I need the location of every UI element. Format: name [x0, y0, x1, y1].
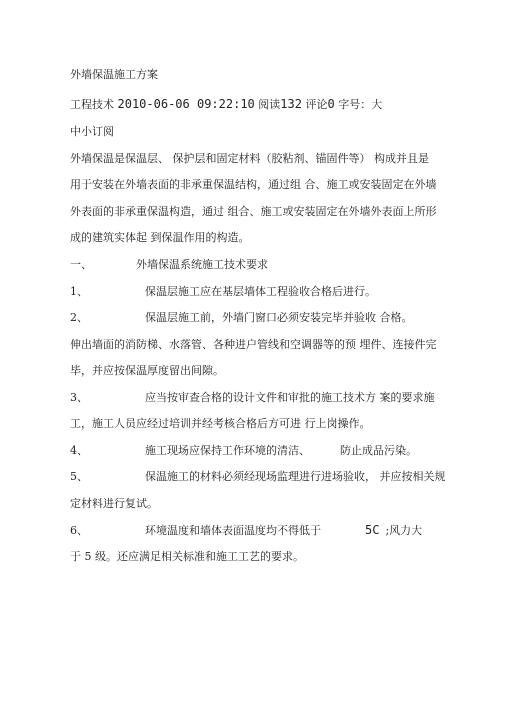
page-title: 外墙保温施工方案 — [70, 68, 158, 81]
item-number: 3、 — [70, 391, 88, 404]
intro-line-2: 用于安装在外墙表面的非承重保温结构，通过组 合、施工或安装固定在外墙 — [70, 178, 437, 191]
meta-reads: 132 — [280, 97, 302, 111]
item-temperature: 5C — [365, 523, 380, 537]
section-heading — [70, 258, 268, 272]
item-text-b: 防止成品污染。 — [340, 444, 417, 457]
item-text: 保温层施工前，外墙门窗口必须安装完毕并验收 合格。 — [145, 311, 413, 324]
list-item-3-cont: 工，施工人员应经过培训并经考核合格后方可进 行上岗操作。 — [70, 417, 371, 430]
item-text-a: 环境温度和墙体表面温度均不得低于 — [145, 524, 321, 537]
item-number: 1、 — [70, 285, 88, 298]
item-text: 保温施工的材料必须经现场监理进行进场验收， 并应按相关规 — [145, 470, 446, 483]
meta-datetime: 2010-06-06 09:22:10 — [117, 97, 255, 111]
item-text: 保温层施工应在基层墙体工程验收合格后进行。 — [145, 285, 376, 298]
item-text-b: ;风力大 — [385, 524, 423, 537]
meta-reads-label: 阅读 — [258, 98, 281, 111]
list-item-5-cont: 定材料进行复试。 — [70, 497, 158, 510]
item-text-a: 施工现场应保持工作环境的清洁、 — [145, 444, 310, 457]
list-item-5 — [70, 470, 446, 484]
meta-comments-label: 评论 — [305, 98, 328, 111]
intro-line-4: 成的建筑实体起 到保温作用的构造。 — [70, 231, 250, 244]
section-title: 外墙保温系统施工技术要求 — [136, 258, 268, 271]
item-number: 5、 — [70, 470, 88, 483]
intro-line-3: 外表面的非承重保温构造，通过 组合、施工或安装固定在外墙外表面上所形 — [70, 205, 437, 218]
meta-comments: 0 — [327, 97, 335, 111]
item-number: 6、 — [70, 524, 88, 537]
para2-line-1: 伸出墙面的消防梯、水落管、各种进户管线和空调器等的预 埋件、连接件完 — [70, 338, 437, 351]
list-item-6 — [70, 523, 422, 538]
item-text: 应当按审查合格的设计文件和审批的施工技术方 案的要求施 — [145, 391, 435, 404]
intro-line-1: 外墙保温是保温层、 保护层和固定材料（胶粘剂、锚固件等） 构成并且是 — [70, 152, 429, 165]
list-item-3 — [70, 391, 435, 405]
list-item-4 — [70, 444, 417, 458]
meta-category: 工程技术 — [70, 98, 114, 111]
item-number: 2、 — [70, 311, 88, 324]
para2-line-2: 毕，并应按保温厚度留出间隙。 — [70, 364, 224, 377]
list-item-1 — [70, 285, 376, 299]
meta-line — [70, 97, 382, 112]
section-number: 一、 — [70, 258, 92, 271]
list-item-6-cont: 于 5 级。还应满足相关标准和施工工艺的要求。 — [70, 550, 304, 563]
item-number: 4、 — [70, 444, 88, 457]
meta-subscribe: 中小订阅 — [70, 125, 114, 138]
list-item-2 — [70, 311, 413, 325]
meta-font-size: 字号：大 — [338, 98, 383, 111]
